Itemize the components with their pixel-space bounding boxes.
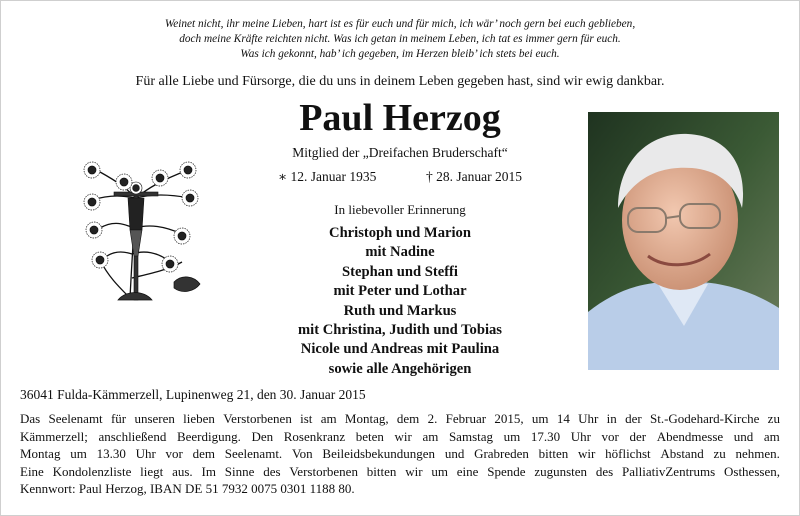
family-line: Nicole und Andreas mit Paulina (300, 341, 500, 358)
address-line: 36041 Fulda-Kämmerzell, Lupinenweg 21, den 30. Januar 2015 (20, 387, 366, 402)
family-line: sowie alle Angehörigen (328, 360, 472, 377)
crucifix-illustration (78, 158, 210, 304)
family-line: Stephan und Steffi (342, 263, 458, 280)
notice-line: Eine Kondolenzliste liegt aus. Im Sinne des Verstorbenen bitten wir um eine Spende zugunsten des PalliativZentrums Osthessen, (20, 463, 780, 479)
notice-line: Kennwort: Paul Herzog, IBAN DE 51 7932 0075 0301 1188 80. (20, 481, 355, 497)
family-list (230, 224, 570, 379)
birth-date: ∗ 12. Januar 1935 (278, 169, 377, 184)
memory-line: In liebevoller Erinnerung (334, 202, 466, 217)
portrait-photo (588, 112, 779, 370)
family-line: Christoph und Marion (329, 225, 471, 241)
poem-line: Was ich gekonnt, hab’ ich gegeben, im Herzen bleib’ ich stets bei euch. (240, 48, 560, 60)
family-line: mit Nadine (365, 244, 435, 261)
poem-line: doch meine Kräfte reichten nicht. Was ich getan in meinem Leben, ich tat es immer gern für euch. (179, 33, 621, 45)
dedication-text: Für alle Liebe und Fürsorge, die du uns in deinem Leben gegeben hast, sind wir ewig dankbar. (135, 74, 665, 89)
poem-line: Weinet nicht, ihr meine Lieben, hart ist es für euch und für mich, ich wär’ noch gern bei euch geblieben, (164, 18, 636, 30)
funeral-notice (20, 410, 780, 498)
death-date: † 28. Januar 2015 (426, 169, 522, 184)
family-line: mit Peter und Lothar (333, 283, 467, 300)
family-line: mit Christina, Judith und Tobias (298, 322, 502, 339)
deceased-name: Paul Herzog (299, 97, 501, 139)
membership-text: Mitglied der „Dreifachen Bruderschaft“ (292, 145, 508, 160)
family-line: Ruth und Markus (343, 302, 457, 319)
poem (20, 17, 780, 62)
notice-line: Montag um 13.30 Uhr vor dem Seelenamt. Von Beileidsbekundungen und Grabreden bitten wir höflichst Abstand zu nehmen. (20, 446, 780, 462)
notice-line: Kämmerzell; anschließend Beerdigung. Den Rosenkranz beten wir am Samstag um 17.30 Uhr vor der Abendmesse und am (20, 428, 780, 444)
notice-line: Das Seelenamt für unseren lieben Verstorbenen ist am Montag, dem 2. Februar 2015, um 14 Uhr in der St.-Godehard-Kirche zu (20, 411, 780, 426)
